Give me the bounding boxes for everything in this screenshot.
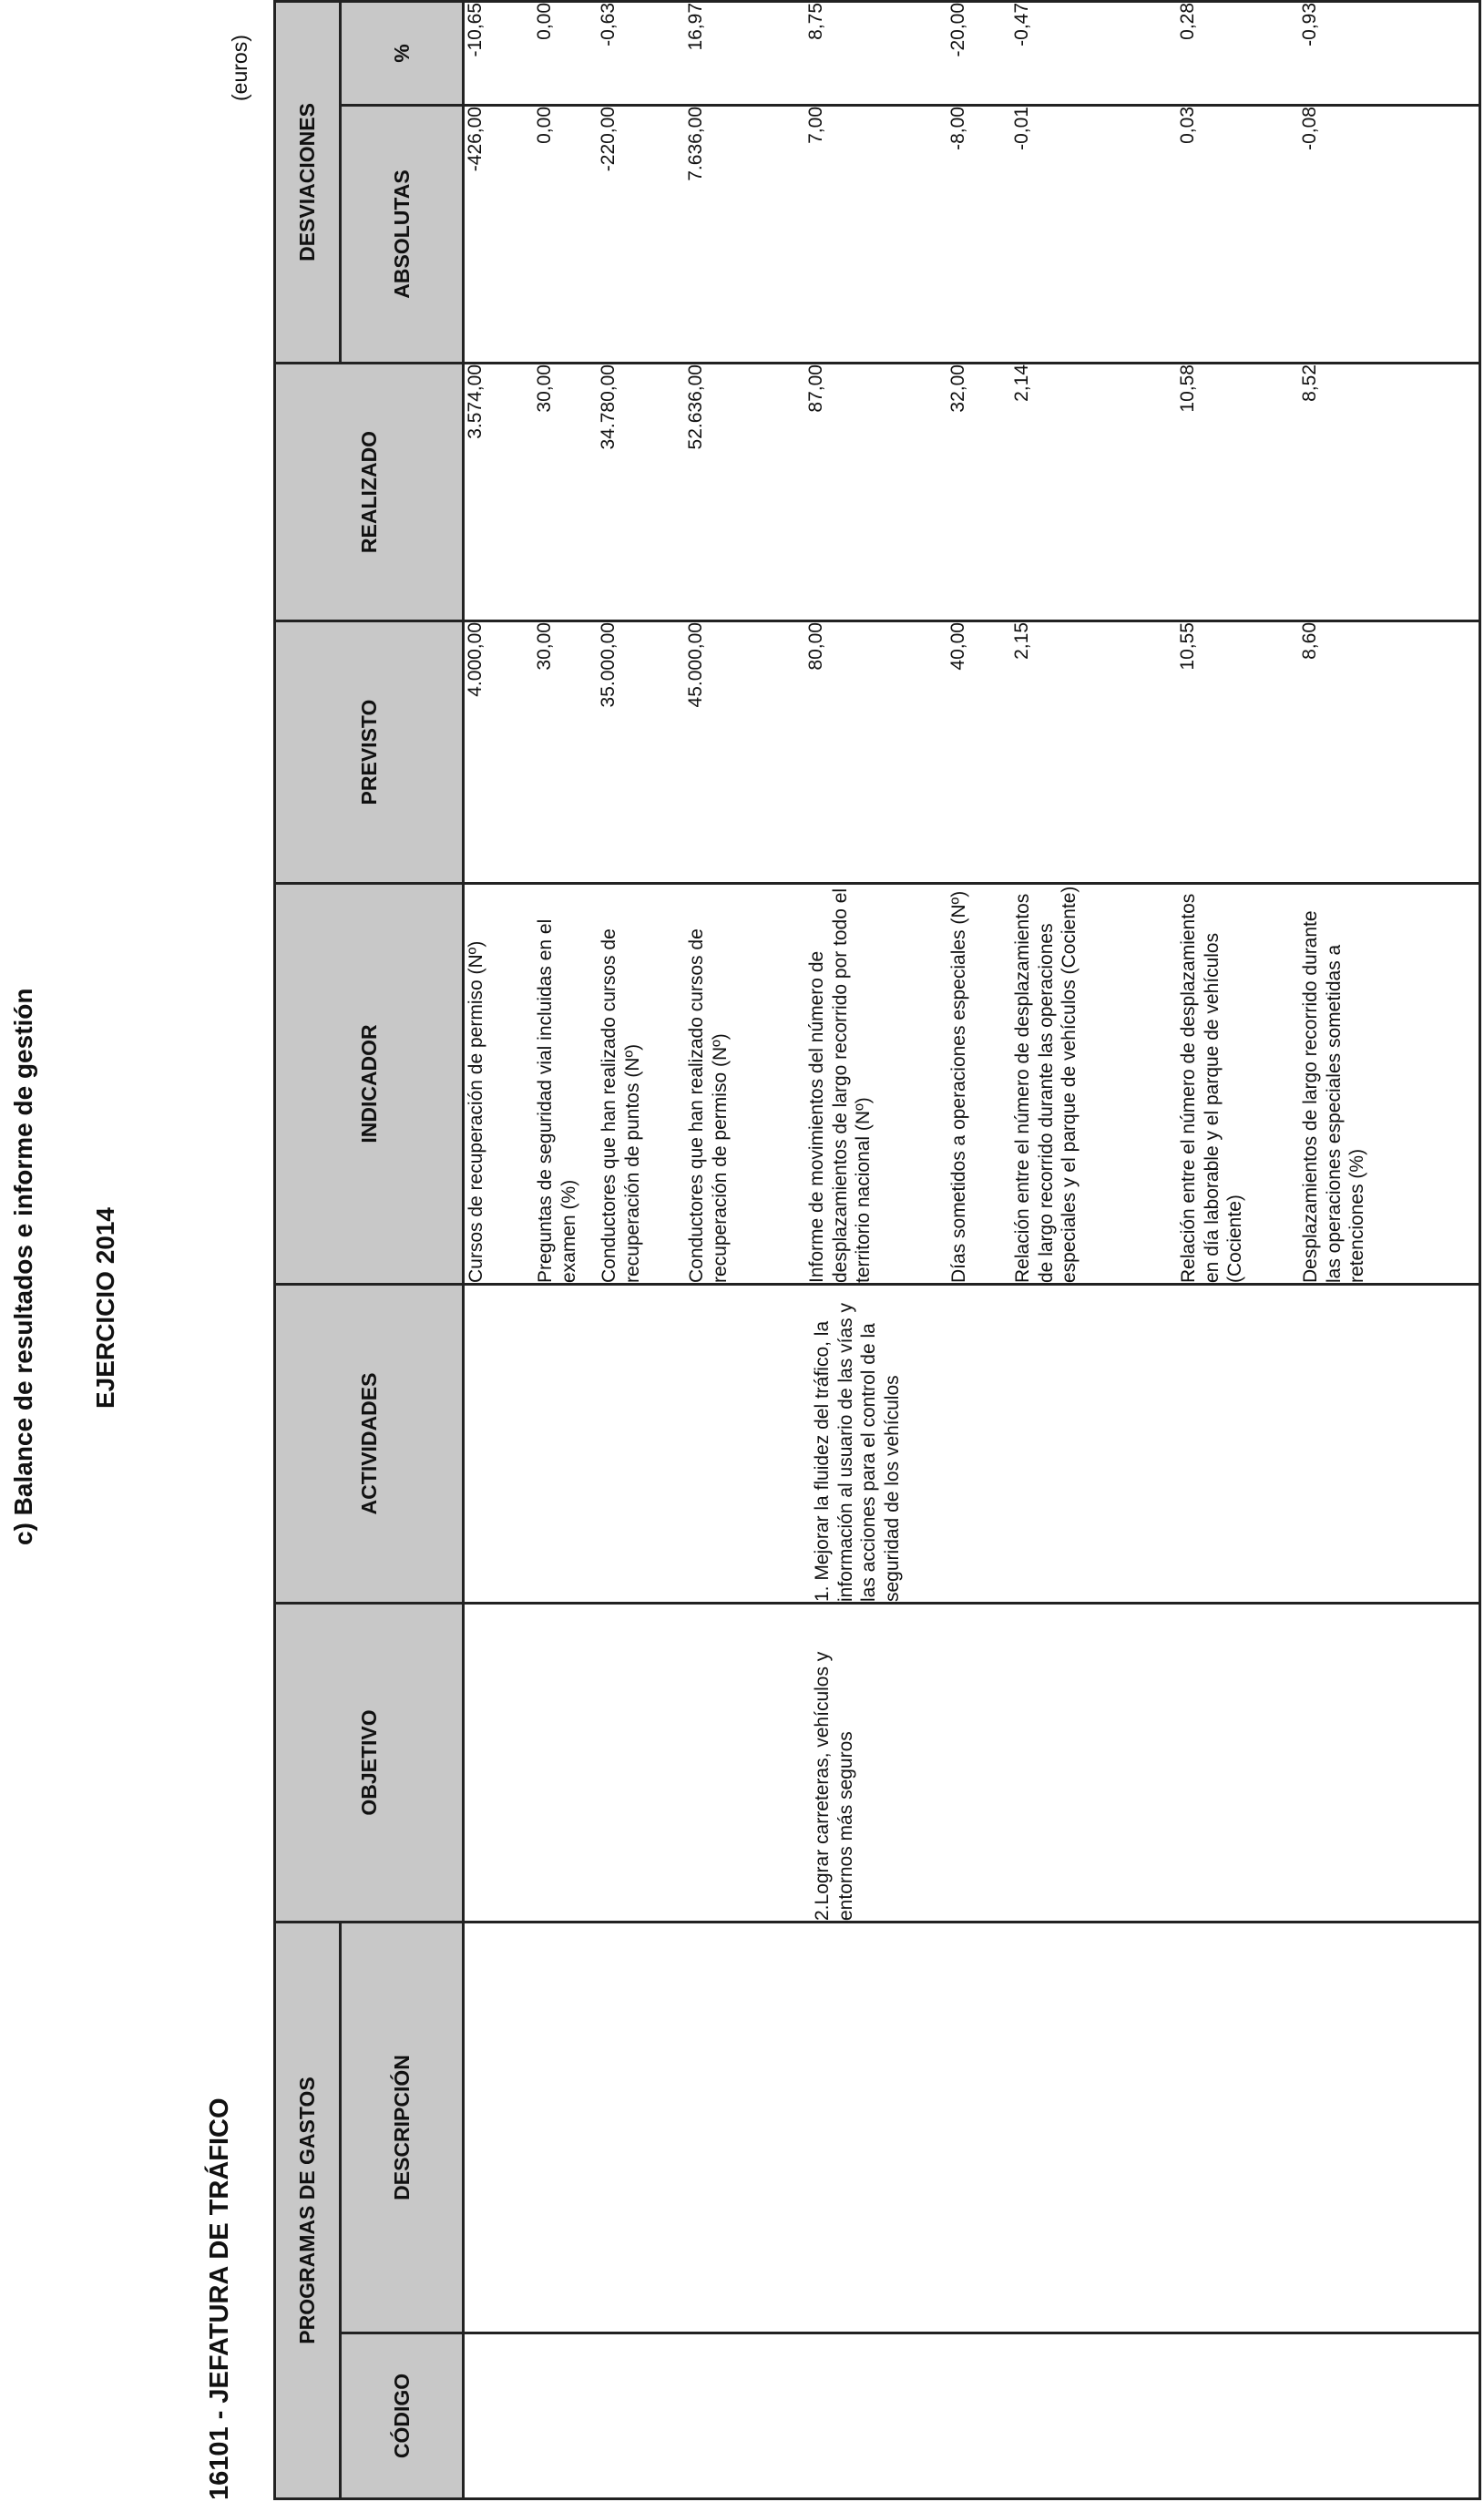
objetivo-text: 2.Lograr carreteras, vehículos y entornos más seguros xyxy=(812,1651,856,1921)
porcentaje-value: -0,93 xyxy=(1299,2,1320,46)
porcentaje-value: 0,00 xyxy=(534,2,555,40)
cell-previsto xyxy=(464,621,1480,884)
header-absolutas: ABSOLUTAS xyxy=(341,106,464,364)
indicador-text: Conductores que han realizado cursos de recuperación de puntos (Nº) xyxy=(599,928,643,1283)
realizado-stack xyxy=(465,364,1467,620)
header-indicador: INDICADOR xyxy=(275,884,464,1285)
porcentaje-value: -0,47 xyxy=(1011,2,1032,46)
cell-descripcion xyxy=(464,1923,1480,2333)
absolutas-stack xyxy=(465,107,1467,362)
absolutas-value: -220,00 xyxy=(598,107,619,172)
indicador-text: Días sometidos a operaciones especiales (Nº) xyxy=(948,890,969,1283)
previsto-value: 2,15 xyxy=(1011,622,1032,660)
header-desviaciones: DESVIACIONES xyxy=(275,1,341,363)
indicador-text: Desplazamientos de largo recorrido durante las operaciones especiales sometidas a retenciones (%) xyxy=(1300,910,1368,1283)
absolutas-value: -8,00 xyxy=(947,107,968,150)
indicador-text: Relación entre el número de desplazamientos en día laborable y el parque de vehículos (Cociente) xyxy=(1178,893,1246,1283)
entity-title: 16101 - JEFATURA DE TRÁFICO xyxy=(205,2097,234,2500)
section-title: c) Balance de resultados e informe de gestión xyxy=(9,988,37,1545)
exercise-title: EJERCICIO 2014 xyxy=(91,1207,119,1409)
realizado-value: 32,00 xyxy=(947,364,968,413)
previsto-value: 4.000,00 xyxy=(465,622,486,697)
realizado-value: 87,00 xyxy=(805,364,826,413)
header-porcentaje: % xyxy=(341,1,464,105)
porcentaje-stack xyxy=(465,3,1467,104)
cell-actividades xyxy=(464,1285,1480,1604)
porcentaje-value: -20,00 xyxy=(947,2,968,57)
absolutas-value: 7.636,00 xyxy=(685,107,706,181)
absolutas-value: -0,08 xyxy=(1299,107,1320,150)
cell-objetivo xyxy=(464,1604,1480,1923)
absolutas-value: 0,03 xyxy=(1177,107,1198,144)
header-descripcion: DESCRIPCIÓN xyxy=(341,1923,464,2333)
realizado-value: 3.574,00 xyxy=(465,364,486,439)
header-objetivo: OBJETIVO xyxy=(275,1604,464,1923)
indicador-text: Relación entre el número de desplazamientos de largo recorrido durante las operaciones especiales y el parque de vehículos (Cociente) xyxy=(1012,886,1080,1283)
header-previsto: PREVISTO xyxy=(275,621,464,884)
indicador-text: Preguntas de seguridad vial incluidas en el examen (%) xyxy=(535,918,579,1283)
realizado-value: 2,14 xyxy=(1011,364,1032,402)
cell-realizado xyxy=(464,364,1480,621)
previsto-value: 80,00 xyxy=(805,622,826,671)
indicador-text: Informe de movimientos del número de desplazamientos de largo recorrido por todo el territorio nacional (Nº) xyxy=(806,887,875,1283)
indicador-text: Conductores que han realizado cursos de recuperación de permiso (Nº) xyxy=(686,928,731,1283)
header-realizado: REALIZADO xyxy=(275,364,464,621)
previsto-value: 35.000,00 xyxy=(598,622,619,708)
realizado-value: 8,52 xyxy=(1299,364,1320,402)
results-table xyxy=(273,0,1481,2500)
absolutas-value: 7,00 xyxy=(805,107,826,144)
cell-porcentaje xyxy=(464,1,1480,105)
porcentaje-value: 16,97 xyxy=(685,2,706,51)
porcentaje-value: 8,75 xyxy=(805,2,826,40)
porcentaje-value: 0,28 xyxy=(1177,2,1198,40)
cell-codigo xyxy=(464,2333,1480,2499)
realizado-value: 52.636,00 xyxy=(685,364,706,450)
porcentaje-value: -0,63 xyxy=(598,2,619,46)
indicador-text: Cursos de recuperación de permiso (Nº) xyxy=(466,940,486,1283)
previsto-value: 30,00 xyxy=(534,622,555,671)
realizado-value: 10,58 xyxy=(1177,364,1198,413)
header-programas-de-gastos: PROGRAMAS DE GASTOS xyxy=(275,1923,341,2499)
actividad-text: 1. Mejorar la fluidez del tráfico, la información al usuario de las vías y las acciones para el control de la seguridad de los vehículos xyxy=(812,1303,903,1602)
cell-indicadores xyxy=(464,884,1480,1285)
cell-absolutas xyxy=(464,106,1480,364)
previsto-value: 40,00 xyxy=(947,622,968,671)
absolutas-value: -0,01 xyxy=(1011,107,1032,150)
realizado-value: 30,00 xyxy=(534,364,555,413)
units-label: (euros) xyxy=(228,35,251,101)
porcentaje-value: -10,65 xyxy=(465,2,486,57)
indicador-stack xyxy=(465,885,1467,1283)
previsto-value: 45.000,00 xyxy=(685,622,706,708)
realizado-value: 34.780,00 xyxy=(598,364,619,450)
absolutas-value: -426,00 xyxy=(465,107,486,172)
header-actividades: ACTIVIDADES xyxy=(275,1285,464,1604)
previsto-value: 8,60 xyxy=(1299,622,1320,660)
previsto-stack xyxy=(465,622,1467,882)
previsto-value: 10,55 xyxy=(1177,622,1198,671)
absolutas-value: 0,00 xyxy=(534,107,555,144)
header-codigo: CÓDIGO xyxy=(341,2333,464,2499)
